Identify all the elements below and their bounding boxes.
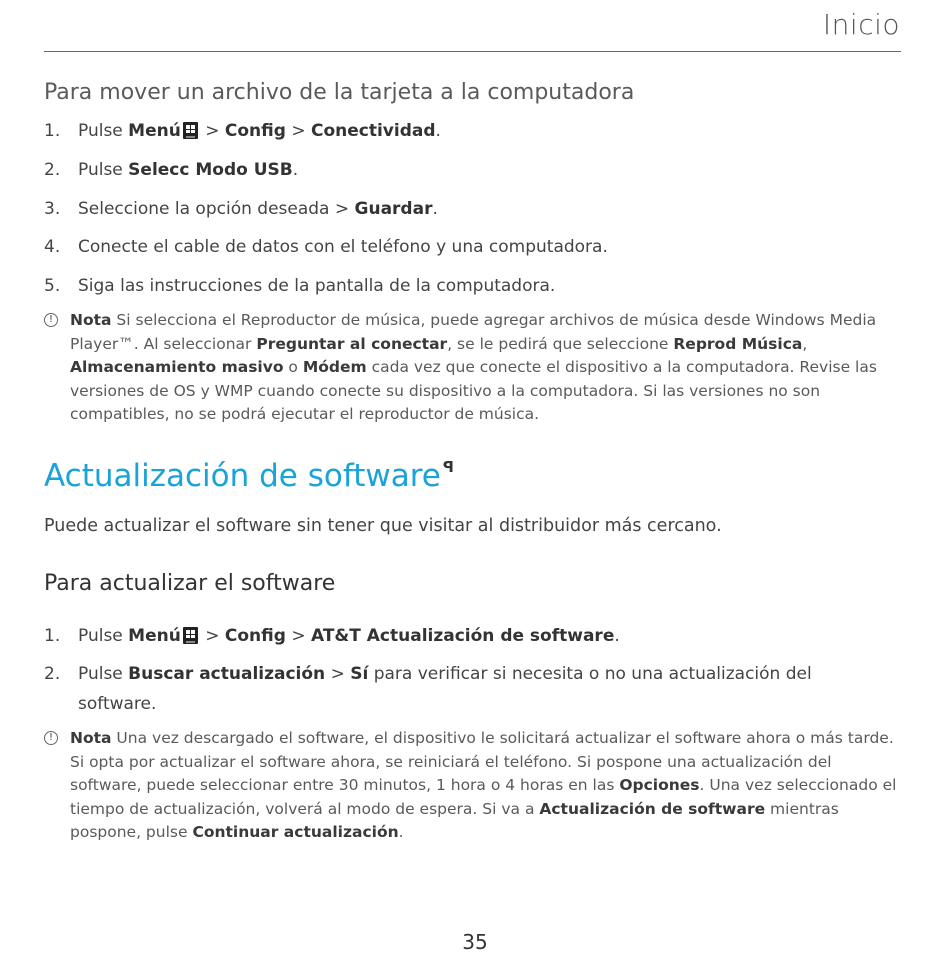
step-text: Conecte el cable de datos con el teléfono y una computadora. — [78, 237, 608, 257]
step-number: 1. — [44, 626, 61, 646]
page-header-title: Inicio — [822, 8, 900, 41]
note-block — [44, 309, 904, 427]
section-title-software-update: Actualización de software $^ꟼ$ — [44, 458, 454, 494]
step-number: 2. — [44, 160, 61, 180]
step-number: 5. — [44, 276, 61, 296]
step-text: Pulse Selecc Modo USB. — [78, 160, 299, 180]
section-heading-update-software: Para actualizar el software — [44, 571, 336, 596]
step-text: Pulse Menú > Config > Conectividad. — [78, 121, 441, 141]
step-number: 1. — [44, 121, 61, 141]
menu-key-icon — [183, 122, 198, 139]
page-number: 35 — [462, 930, 488, 954]
step-text: Pulse Buscar actualización > Sí para verificar si necesita o no una actualización del software. — [78, 664, 812, 714]
step-item — [44, 621, 884, 651]
step-text: Pulse Menú > Config > AT&T Actualización de software. — [78, 626, 620, 646]
step-text: Seleccione la opción deseada > Guardar. — [78, 199, 438, 219]
step-item — [44, 659, 864, 719]
step-number: 4. — [44, 237, 61, 257]
note-block — [44, 727, 904, 845]
note-text: Nota Si selecciona el Reproductor de música, puede agregar archivos de música desde Windows Media Player™. Al seleccionar Preguntar al conectar, se le pedirá que seleccione Reprod Música, Almacenamiento masivo o Módem cada vez que conecte el dispositivo a la computadora. Revise las versiones de OS y WMP cuando conecte su dispositivo a la computadora. Si las versiones no son compatibles, no se podrá ejecutar el reproductor de música. — [70, 311, 877, 423]
step-number: 2. — [44, 664, 61, 684]
menu-key-icon — [183, 627, 198, 644]
intro-paragraph: Puede actualizar el software sin tener que visitar al distribuidor más cercano. — [44, 516, 722, 536]
info-icon: ! — [44, 313, 58, 327]
step-text: Siga las instrucciones de la pantalla de la computadora. — [78, 276, 556, 296]
title-mark-icon: ꟼ — [442, 458, 454, 476]
step-item — [44, 232, 884, 262]
note-text: Nota Una vez descargado el software, el dispositivo le solicitará actualizar el software ahora o más tarde. Si opta por actualizar el software ahora, se reiniciará el teléfono. Si pospone una actualización del software, puede seleccionar entre 30 minutos, 1 hora o 4 horas en las Opciones. Una vez seleccionado el tiempo de actualización, volverá al modo de espera. Si va a Actualización de software mientras pospone, pulse Continuar actualización. — [70, 729, 897, 841]
step-item — [44, 155, 884, 185]
info-icon: ! — [44, 731, 58, 745]
step-item — [44, 271, 884, 301]
section-heading-move-file: Para mover un archivo de la tarjeta a la computadora — [44, 80, 635, 105]
step-item — [44, 194, 884, 224]
step-number: 3. — [44, 199, 61, 219]
header-rule — [44, 51, 901, 52]
step-item — [44, 116, 884, 146]
